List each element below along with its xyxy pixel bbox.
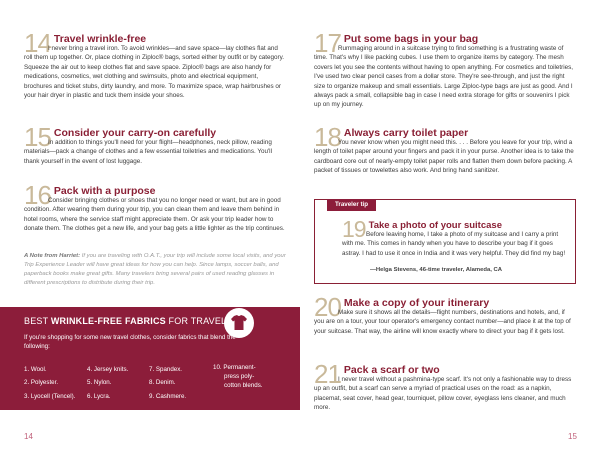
tip-title: Pack with a purpose [53,185,156,197]
tip-17 [314,28,576,110]
tip-title: Consider your carry-on carefully [53,127,217,139]
tip-body: I never bring a travel iron. To avoid wrinkles—and save space—lay clothes flat and roll them up together. Or, place clothing in Ziploc® bags, sorted either by outfit or by category. Squeeze the air out to keep clothes flat and save space. Ziploc® bags are also handy for medications, cosmetics, wet clothing and swimsuits, photo and electrical equipment, brochures and ticket stubs, dirty laundry, and more. To maximize space, wrap hairbrushes or your hair dryer in plastic and tuck them inside your shoes. [24,45,285,100]
tip-20 [314,292,576,336]
tip-15 [24,122,286,166]
tip-body: In addition to things you'll need for your flight—headphones, neck pillow, reading materials—pack a change of clothes and a few essential toiletries and medications. You'll thank yourself in the event of lost luggage. [24,139,272,165]
fabric-item: 6. Lycra. [87,392,111,400]
tip-14 [24,28,286,100]
tip-title: Travel wrinkle-free [53,33,147,45]
harriet-note [24,252,286,288]
note-label: A Note from Harriet: [24,253,81,259]
tip-18 [314,122,576,176]
tip-number: 21 [314,359,341,389]
fabrics-column [149,363,186,403]
fabric-item: 3. Lyocell (Tencel). [24,392,76,400]
tip-16 [24,180,286,234]
tip-body: Before leaving home, I take a photo of my suitcase and I carry a print with me. This comes in handy when you have to describe your bag if it goes astray. I had to use it once in India and it was very helpful. They did find my bag! [342,231,566,257]
fabric-item: 4. Jersey knits. [87,366,129,373]
fabric-item: 2. Polyester. [24,379,59,387]
tip-number: 16 [24,180,51,210]
fabrics-column [87,363,128,403]
tip-body: Consider bringing clothes or shoes that you no longer need or want, but are in good condition. After wearing them during your trip, you can clean them and leave them behind in hotel rooms, where the service staff might appreciate them. Or ask your trip leader how to donate them. The clothes get a new life, and your bag gets a little lighter as the trip continues. [24,197,285,233]
tip-title: Pack a scarf or two [343,364,440,376]
tip-title: Put some bags in your bag [343,33,479,45]
fabrics-panel [0,307,300,410]
tip-body: Make sure it shows all the details—flight numbers, destinations and hotels, and, if you are on a tour, your tour operator's emergency contact number—and place it at the top of your suitcase. That way, the airline will know exactly where to direct your bag if it gets lost. [314,309,571,335]
tip-number: 18 [314,122,341,152]
fabric-item: 8. Denim. [149,379,176,387]
traveler-attribution: —Helga Stevens, 46-time traveler, Alameda, CA [370,267,503,273]
fabric-item: 10. Permanent- [213,364,256,371]
fabric-item: cotton blends. [224,382,263,389]
fabric-item: press poly- [224,373,255,380]
tip-19 [342,216,568,258]
tip-title: Always carry toilet paper [343,127,469,139]
fabrics-subtitle: If you're shopping for some new travel clothes, consider fabrics that blend the following: [24,334,236,351]
fabric-item: 5. Nylon. [87,379,112,387]
tip-21 [314,359,576,413]
tip-number: 14 [24,28,51,58]
fabrics-column [213,363,263,390]
tip-body: You never know when you might need this. . . . Before you leave for your trip, wind a length of toilet paper around your fingers and pack it in your purse. Another idea is to take the cardboard core out of nearly-empty toilet paper rolls and flatten them down before packing. A packet of tissues or towelettes also work. And bring hand sanitizer. [314,139,574,175]
fabric-item: 7. Spandex. [149,366,183,373]
tip-body: I never travel without a pashmina-type scarf. It's not only a fashionable way to dress up an outfit, but a scarf can serve a myriad of practical uses on the road: as a napkin, placemat, seat cover, head gear, tourniquet, pillow cover, eyeglass lens cleaner, and much more. [314,376,572,412]
tip-number: 17 [314,28,341,58]
tip-number: 19 [342,216,366,242]
tip-number: 20 [314,292,341,322]
note-text: If you are traveling with O.A.T., your trip will include some local visits, and your Trip Experience Leader will have great ideas for how you can help. Since lamps, soccer balls, and paperback books make great gifts. Many travelers bring several pairs of used reading glasses in different prescriptions to distribute during their trip. [24,253,286,286]
fabric-item: 9. Cashmere. [149,392,187,400]
tip-body: Rummaging around in a suitcase trying to find something is a frustrating waste of time. That's why I like packing cubes. I use them to organize items by category. The mesh covers let you see the contents without having to open anything. For cosmetics and toiletries, I've used two clear pencil cases from a dollar store. They're see-through, and just the right size to organize makeup and small essentials. Large Ziploc-type bags are just as good. And I always pack a small, collapsible bag in case I need extra storage for gifts or souvenirs I pick up on my journey. [314,45,574,109]
tip-title: Make a copy of your itinerary [343,297,490,309]
page-number-left: 14 [24,432,33,441]
traveler-tip-box [314,199,576,284]
page-number-right: 15 [568,432,577,441]
traveler-tip-tag: Traveler tip [327,199,376,211]
tip-number: 15 [24,122,51,152]
fabrics-title: BEST WRINKLE-FREE FABRICS FOR TRAVEL [24,316,227,326]
fabrics-column [24,363,75,403]
tip-title: Take a photo of your suitcase [368,220,502,231]
fabric-item: 1. Wool. [24,366,47,373]
